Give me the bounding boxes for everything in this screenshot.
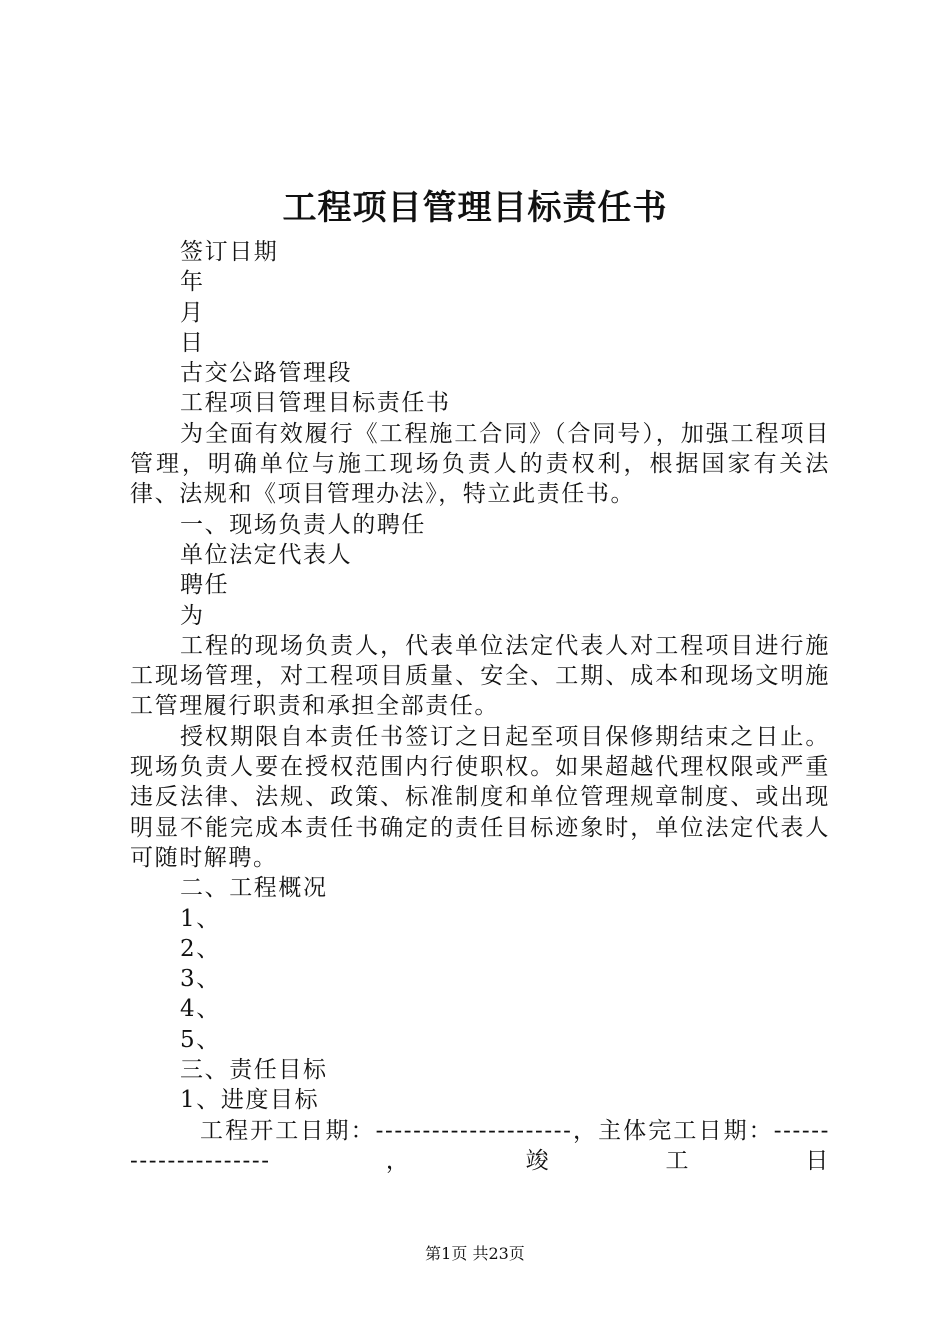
list-item: 4、 [180,996,221,1023]
list-item: 5、 [180,1026,221,1053]
month-label: 月 [180,299,205,326]
document-title: 工程项目管理目标责任书 [282,188,668,228]
subheading-schedule: 1、进度目标 [180,1087,320,1114]
page-number: 第1页 共23页 [425,1244,525,1263]
as-label: 为 [180,602,205,629]
responsibility-paragraph: 工程的现场负责人，代表单位法定代表人对工程项目进行施工现场管理，对工程项目质量、安全、工期、成本和现场文明施工管理履行职责和承担全部责任。 [130,632,830,720]
legal-representative-label: 单位法定代表人 [180,541,353,568]
sign-date-label: 签订日期 [180,239,279,265]
authorization-paragraph: 授权期限自本责任书签订之日起至项目保修期结束之日止。现场负责人要在授权范围内行使职权。如果超越代理权限或严重违反法律、法规、政策、标准制度和单位管理规章制度、或出现明显不能完成本责任书确定的责任目标迹象时，单位法定代表人可随时解聘。 [130,723,830,871]
subtitle: 工程项目管理目标责任书 [180,390,451,417]
document-body [130,237,830,1176]
list-item: 2、 [180,935,221,962]
schedule-dates-paragraph: 工程开工日期：---------------------，主体完工日期：---------------------，竣工日 [130,1117,830,1174]
organization-name: 古交公路管理段 [180,360,353,387]
section-heading-appointment: 一、现场负责人的聘任 [180,511,426,538]
appoint-label: 聘任 [180,572,230,599]
intro-paragraph: 为全面有效履行《工程施工合同》（合同号），加强工程项目管理，明确单位与施工现场负责人的责权利，根据国家有关法律、法规和《项目管理办法》，特立此责任书。 [130,420,830,508]
day-label: 日 [180,329,205,356]
list-item: 3、 [180,966,221,993]
section-heading-targets: 三、责任目标 [180,1057,328,1084]
list-item: 1、 [180,905,221,932]
section-heading-overview: 二、工程概况 [180,875,328,902]
year-label: 年 [180,269,205,296]
